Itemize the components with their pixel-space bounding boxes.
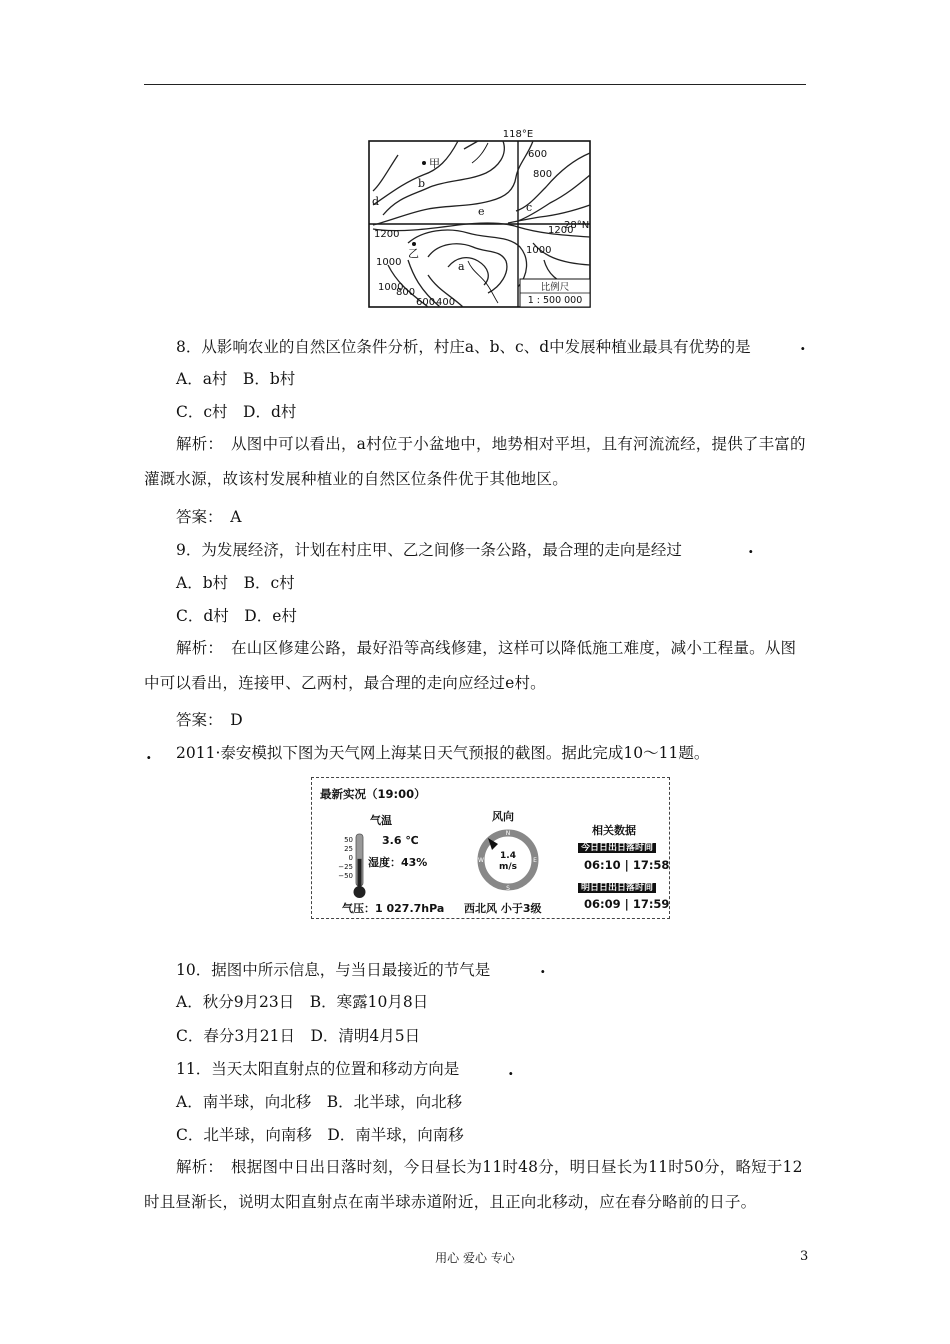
contour-map-svg (368, 125, 592, 309)
q10-options-cd: C．春分3月21日 D．清明4月5日 (176, 1027, 421, 1045)
map-village-e: e (478, 205, 485, 218)
wind-speed-unit: m/s (498, 862, 518, 872)
tomorrow-sun-label: 明日日出日落时间 (578, 883, 656, 893)
map-village-a: a (458, 260, 465, 273)
q9-analysis: 解析： 在山区修建公路，最好沿等高线修建，这样可以降低施工难度，减小工程量。从图中可以看出，连接甲、乙两村，最合理的走向应经过e村。 (144, 639, 797, 692)
q9-options-ab: A．b村 B．c村 (176, 574, 295, 592)
map-village-yi: 乙 (408, 247, 419, 260)
blank-dot: . (540, 958, 546, 977)
weather-header: 最新实况（19:00） (320, 787, 426, 801)
tomorrow-sun-times: 06:09 | 17:59 (584, 897, 670, 911)
map-scale-value: 1 : 500 000 (527, 295, 583, 306)
blank-dot: . (800, 335, 806, 354)
q11-analysis: 解析： 根据图中日出日落时刻，今日昼长为11时48分，明日昼长为11时50分，略短于12时且昼渐长，说明太阳直射点在南半球赤道附近，且正向北移动，应在春分略前的日子。 (144, 1158, 803, 1211)
map-contour-label: 1200 (548, 225, 574, 236)
page-number: 3 (800, 1249, 809, 1264)
map-village-c: c (526, 201, 533, 214)
thermo-tick: 0 (348, 854, 353, 862)
q8-analysis: 解析： 从图中可以看出，a村位于小盆地中，地势相对平坦，且有河流流经，提供了丰富的灌溉水源，故该村发展种植业的自然区位条件优于其他地区。 (144, 435, 806, 488)
page-footer: 用心 爱心 专心 (435, 1251, 515, 1265)
q8-answer: 答案： A (176, 508, 242, 526)
map-contour-label: 800 (533, 169, 553, 180)
compass-w: W (478, 857, 484, 864)
map-contour-label: 1000 (526, 245, 552, 256)
today-sun-times: 06:10 | 17:58 (584, 858, 670, 872)
q8-options-cd: C．c村 D．d村 (176, 403, 297, 421)
temp-title: 气温 (370, 814, 392, 827)
q9-answer: 答案： D (176, 711, 243, 729)
map-village-d: d (372, 195, 380, 208)
thermo-tick: 25 (344, 845, 353, 853)
map-contour-label: 400 (436, 297, 456, 308)
weather-panel (311, 777, 670, 919)
wind-compass-icon (472, 824, 544, 896)
q9-stem: 9．为发展经济，计划在村庄甲、乙之间修一条公路，最合理的走向是经过 (176, 541, 682, 559)
compass-n: N (505, 830, 511, 837)
map-contour-label: 1000 (376, 257, 402, 268)
map-contour-label: 600 (416, 297, 436, 308)
q8-options-ab: A．a村 B．b村 (176, 370, 296, 388)
compass-s: S (506, 885, 510, 892)
thermo-tick: −50 (338, 872, 353, 880)
map-village-b: b (418, 177, 426, 190)
q8-stem: 8．从影响农业的自然区位条件分析，村庄a、b、c、d中发展种植业最具有优势的是 (176, 338, 751, 356)
header-rule (144, 84, 806, 85)
map-contour-label: 1200 (374, 229, 400, 240)
today-sun-label: 今日日出日落时间 (578, 843, 656, 853)
pressure-value: 气压：1 027.7hPa (342, 902, 445, 915)
contour-map (368, 125, 592, 309)
q11-options-cd: C．北半球，向南移 D．南半球，向南移 (176, 1126, 464, 1144)
intro-10-11: 2011·泰安模拟下图为天气网上海某日天气预报的截图。据此完成10～11题。 (176, 744, 710, 762)
thermo-tick: −25 (338, 863, 353, 871)
q11-stem: 11．当天太阳直射点的位置和移动方向是 (176, 1060, 460, 1078)
map-latitude-label: 28°N (564, 220, 590, 231)
wind-speed-value: 1.4 (500, 851, 516, 861)
map-contour-label: 600 (528, 149, 548, 160)
blank-dot: . (146, 744, 152, 763)
wind-description: 西北风 小于3级 (464, 902, 542, 915)
blank-dot: . (748, 538, 754, 557)
map-longitude-label: 118°E (502, 129, 534, 140)
map-contour-label: 1000 (378, 282, 404, 293)
q11-options-ab: A．南半球，向北移 B．北半球，向北移 (176, 1093, 463, 1111)
compass-e: E (533, 857, 537, 864)
wind-title: 风向 (492, 810, 514, 823)
q10-stem: 10．据图中所示信息，与当日最接近的节气是 (176, 961, 491, 979)
blank-dot: . (508, 1060, 514, 1079)
map-village-jia: 甲 (429, 157, 440, 170)
q10-options-ab: A．秋分9月23日 B．寒露10月8日 (176, 993, 429, 1011)
thermo-tick: 50 (344, 836, 353, 844)
related-data-title: 相关数据 (592, 824, 636, 837)
humidity-value: 湿度：43% (368, 856, 428, 869)
map-scale-title: 比例尺 (540, 282, 570, 293)
temp-value: 3.6 ℃ (382, 834, 419, 847)
q9-options-cd: C．d村 D．e村 (176, 607, 297, 625)
map-contour-label: 800 (396, 287, 416, 298)
